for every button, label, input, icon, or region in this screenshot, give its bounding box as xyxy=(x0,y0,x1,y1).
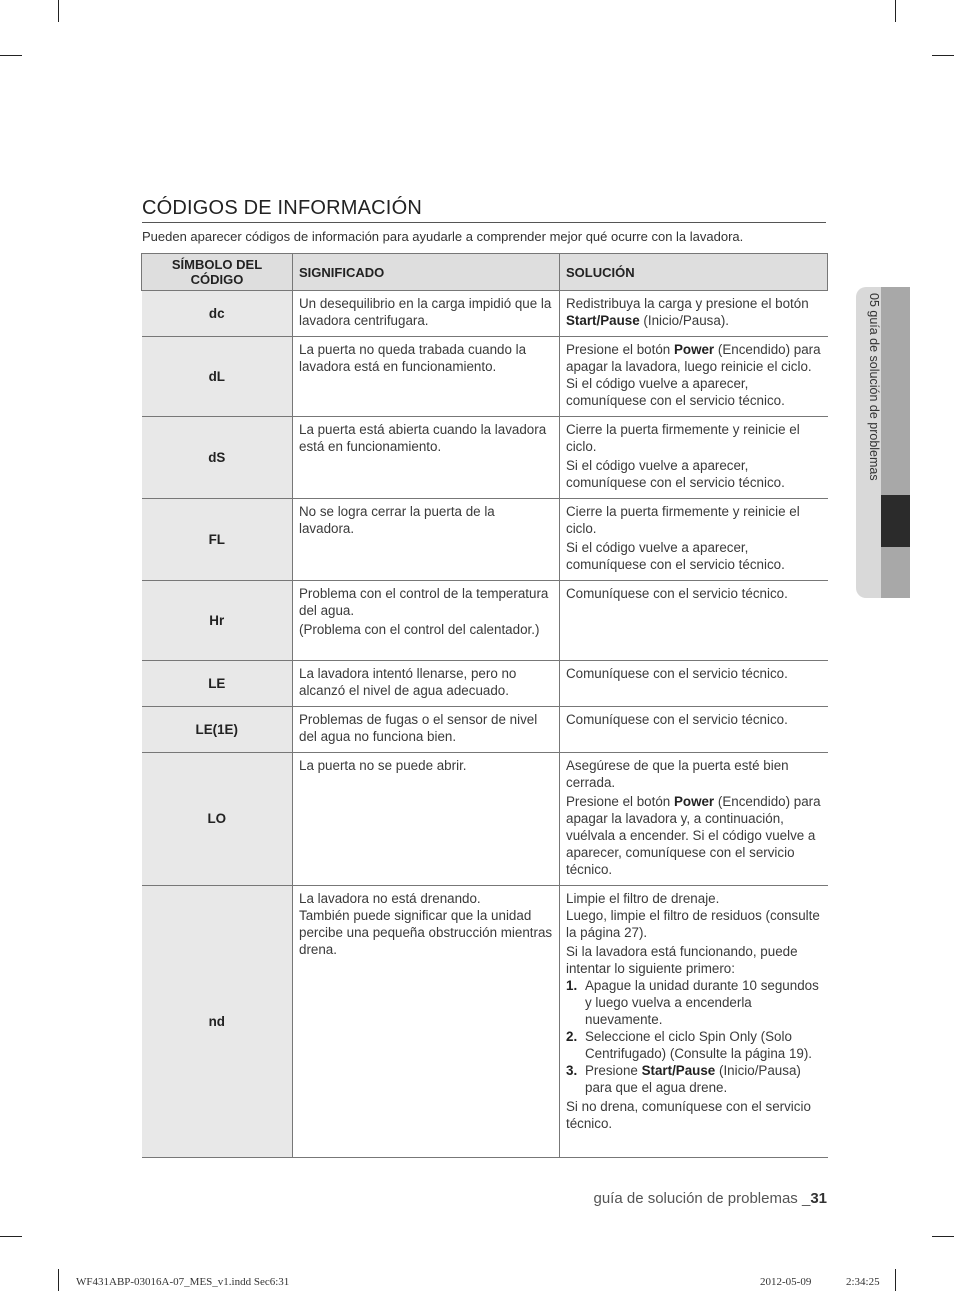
solution-text: Limpie el filtro de drenaje. xyxy=(566,891,720,906)
table-row xyxy=(142,581,828,661)
solution-text: Cierre la puerta firmemente y reinicie el ciclo. xyxy=(566,422,800,454)
table-row xyxy=(142,499,828,581)
table-row xyxy=(142,417,828,499)
step-text: Seleccione el ciclo Spin Only (Solo Centrifugado) (Consulte la página 19). xyxy=(585,1029,813,1061)
meaning-text: Un desequilibrio en la carga impidió que la lavadora centrifugara. xyxy=(299,296,552,328)
meaning-text: También puede significar que la unidad percibe una pequeña obstrucción mientras drena. xyxy=(299,908,553,957)
crop-mark xyxy=(0,55,22,56)
footer-text: guía de solución de problemas _ xyxy=(593,1190,811,1207)
step-text: Apague la unidad durante 10 segundos y luego vuelva a encenderla nuevamente. xyxy=(585,978,819,1027)
page-footer xyxy=(594,1190,828,1207)
slug-file: WF431ABP-03016A-07_MES_v1.indd Sec6:31 xyxy=(76,1276,290,1288)
meaning-cell xyxy=(293,581,560,661)
solution-text: Luego, limpie el filtro de residuos (consulte la página 27). xyxy=(566,908,820,940)
solution-text: Cierre la puerta firmemente y reinicie el ciclo. xyxy=(566,504,800,536)
solution-text: Si la lavadora está funcionando, puede intentar lo siguiente primero: xyxy=(566,944,798,976)
code-cell: dS xyxy=(142,417,293,499)
code-cell: Hr xyxy=(142,581,293,661)
crop-mark xyxy=(895,0,896,22)
code-cell: LE xyxy=(142,661,293,707)
meaning-cell xyxy=(293,499,560,581)
solution-text: Presione el botón Power (Encendido) para apagar la lavadora y, a continuación, vuélvala a encender. Si el código vuelve a aparecer, comuníquese con el servicio técnico. xyxy=(566,794,821,877)
solution-cell xyxy=(560,886,828,1158)
code-cell: dL xyxy=(142,337,293,417)
table-row xyxy=(142,291,828,337)
table-row xyxy=(142,753,828,886)
list-item xyxy=(566,977,822,1028)
crop-mark xyxy=(58,0,59,22)
button-name: Power xyxy=(673,794,715,809)
meaning-cell xyxy=(293,291,560,337)
header-meaning: SIGNIFICADO xyxy=(293,254,560,291)
solution-cell xyxy=(560,581,828,661)
meaning-text: La lavadora intentó llenarse, pero no alcanzó el nivel de agua adecuado. xyxy=(299,666,517,698)
table-header-row xyxy=(142,254,828,291)
list-item: 3. Presione Start/Pause (Inicio/Pausa) para que el agua drene. xyxy=(566,1063,801,1095)
meaning-text: La puerta no queda trabada cuando la lavadora está en funcionamiento. xyxy=(299,342,527,374)
solution-cell xyxy=(560,661,828,707)
header-solution: SOLUCIÓN xyxy=(560,254,828,291)
meaning-text: La puerta está abierta cuando la lavadora está en funcionamiento. xyxy=(299,422,547,454)
step-number: 2. xyxy=(566,1029,578,1044)
list-item xyxy=(566,1028,822,1062)
tab-bar xyxy=(881,287,910,598)
solution-cell xyxy=(560,753,828,886)
crop-mark xyxy=(58,1269,59,1291)
crop-mark xyxy=(932,55,954,56)
solution-cell xyxy=(560,417,828,499)
info-codes-table xyxy=(141,253,828,1158)
meaning-text: Problema con el control de la temperatura del agua. xyxy=(299,586,549,618)
crop-mark xyxy=(895,1269,896,1291)
steps-list xyxy=(566,977,822,1096)
meaning-text: La lavadora no está drenando. xyxy=(299,891,481,906)
button-name: Start/Pause xyxy=(641,1063,716,1078)
meaning-cell xyxy=(293,707,560,753)
crop-mark xyxy=(0,1236,22,1237)
meaning-cell xyxy=(293,661,560,707)
solution-text: Asegúrese de que la puerta esté bien cerrada. xyxy=(566,758,789,790)
step-number: 3. xyxy=(566,1063,578,1078)
code-cell: LE(1E) xyxy=(142,707,293,753)
chapter-label: 05 guía de solución de problemas xyxy=(867,293,881,481)
solution-text: Comuníquese con el servicio técnico. xyxy=(566,586,788,601)
button-name: Power xyxy=(673,342,715,357)
meaning-text: (Problema con el control del calentador.) xyxy=(299,622,540,637)
header-symbol: SÍMBOLO DEL CÓDIGO xyxy=(142,254,293,291)
slug-date: 2012-05-09 xyxy=(760,1276,812,1288)
meaning-text: No se logra cerrar la puerta de la lavadora. xyxy=(299,504,495,536)
crop-mark xyxy=(932,1236,954,1237)
table-row xyxy=(142,886,828,1158)
meaning-cell xyxy=(293,753,560,886)
solution-text: Comuníquese con el servicio técnico. xyxy=(566,712,788,727)
solution-text: Redistribuya la carga y presione el botón Start/Pause (Inicio/Pausa). xyxy=(566,296,809,328)
intro-text: Pueden aparecer códigos de información para ayudarle a comprender mejor qué ocurre con la lavadora. xyxy=(142,229,744,244)
code-cell: LO xyxy=(142,753,293,886)
tab-marker xyxy=(881,495,910,547)
table-row xyxy=(142,337,828,417)
solution-cell xyxy=(560,499,828,581)
button-name: Start/Pause xyxy=(566,313,640,328)
solution-text: Si el código vuelve a aparecer, comuníquese con el servicio técnico. xyxy=(566,458,785,490)
meaning-text: La puerta no se puede abrir. xyxy=(299,758,467,773)
solution-text: Comuníquese con el servicio técnico. xyxy=(566,666,788,681)
code-cell: dc xyxy=(142,291,293,337)
solution-text: Si el código vuelve a aparecer, comuníquese con el servicio técnico. xyxy=(566,540,785,572)
code-cell: nd xyxy=(142,886,293,1158)
table-row xyxy=(142,707,828,753)
meaning-cell xyxy=(293,337,560,417)
solution-text: Si no drena, comuníquese con el servicio técnico. xyxy=(566,1099,811,1131)
step-number: 1. xyxy=(566,978,578,993)
page-number: 31 xyxy=(810,1190,827,1207)
slug-time: 2:34:25 xyxy=(846,1276,880,1288)
meaning-cell xyxy=(293,417,560,499)
chapter-side-tab xyxy=(856,287,910,598)
meaning-cell xyxy=(293,886,560,1158)
meaning-text: Problemas de fugas o el sensor de nivel del agua no funciona bien. xyxy=(299,712,538,744)
table-row xyxy=(142,661,828,707)
solution-cell xyxy=(560,337,828,417)
code-cell: FL xyxy=(142,499,293,581)
solution-cell xyxy=(560,707,828,753)
solution-text: Presione el botón Power (Encendido) para apagar la lavadora, luego reinicie el ciclo. Si el código vuelve a aparecer, comuníquese con el servicio técnico. xyxy=(566,342,821,408)
section-title: CÓDIGOS DE INFORMACIÓN xyxy=(142,197,826,223)
solution-cell xyxy=(560,291,828,337)
